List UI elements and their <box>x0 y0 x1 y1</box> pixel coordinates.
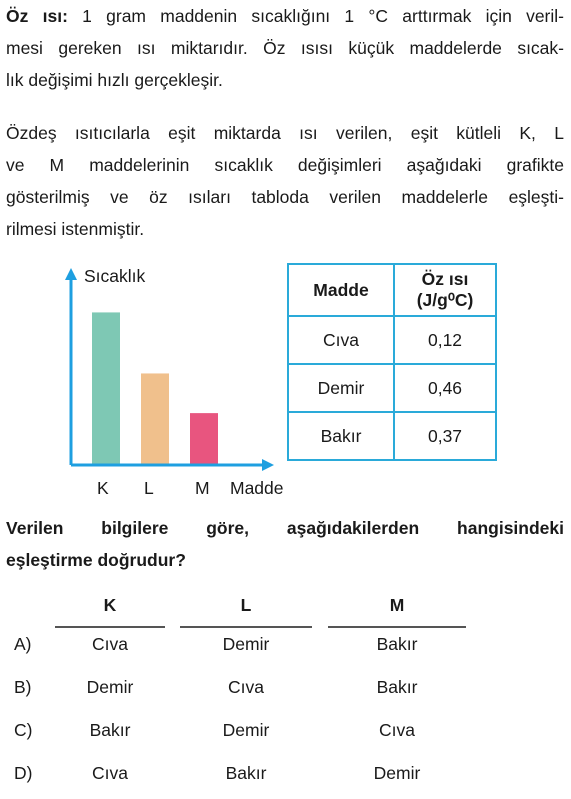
options-header-underline-l <box>180 626 312 628</box>
problem-line-3: gösterilmiş ve öz ısıları tabloda verilen maddelerle eşleşti- <box>6 187 564 207</box>
answer-option-d[interactable] <box>0 763 571 793</box>
definition-paragraph <box>6 0 564 96</box>
chart-x-tick-l: L <box>144 478 154 498</box>
chart-bar-l <box>141 373 169 465</box>
options-header-k: K <box>103 595 117 615</box>
table-header-substance: Madde <box>288 264 394 316</box>
question-line-1: Verilen bilgilere göre, aşağıdakilerden hangisindeki <box>6 518 564 538</box>
specific-heat-table <box>287 263 497 461</box>
question-text <box>6 512 564 576</box>
chart-bar-m <box>190 413 218 465</box>
chart-y-axis-arrow-icon <box>65 268 77 280</box>
chart-x-tick-k: K <box>97 478 109 498</box>
definition-line-1 <box>6 0 564 32</box>
option-letter: B) <box>14 677 32 697</box>
problem-line-4: rilmesi istenmiştir. <box>6 219 145 239</box>
table-header-row <box>288 264 496 316</box>
chart-x-axis-arrow-icon <box>262 459 274 471</box>
definition-text-1: 1 gram maddenin sıcaklığını 1 °C arttırmak için veril- <box>67 6 564 26</box>
option-l-value: Demir <box>222 634 270 654</box>
option-m-value: Demir <box>373 763 421 783</box>
table-header-specific-heat-title: Öz ısı <box>421 269 469 289</box>
option-l-value: Demir <box>222 720 270 740</box>
options-header-underline-k <box>55 626 165 628</box>
table-row <box>288 412 496 460</box>
table-header-specific-heat-unit: (J/g⁰C) <box>416 290 474 310</box>
options-header-m: M <box>389 595 405 615</box>
option-k-value: Bakır <box>89 720 131 740</box>
option-l-value: Bakır <box>225 763 267 783</box>
table-cell-substance: Cıva <box>288 316 394 364</box>
question-line-2: eşleştirme doğrudur? <box>6 550 186 570</box>
definition-line-3: lık değişimi hızlı gerçekleşir. <box>6 70 223 90</box>
options-header-underline-m <box>328 626 466 628</box>
chart-x-axis-label: Madde <box>230 478 284 498</box>
chart-canvas <box>60 258 310 503</box>
option-m-value: Bakır <box>376 677 418 697</box>
option-letter: D) <box>14 763 33 783</box>
problem-paragraph <box>6 117 564 245</box>
option-l-value: Cıva <box>228 677 264 697</box>
table-cell-value: 0,46 <box>394 364 496 412</box>
temperature-bar-chart <box>60 258 310 503</box>
table-cell-value: 0,12 <box>394 316 496 364</box>
option-letter: A) <box>14 634 32 654</box>
option-k-value: Cıva <box>92 763 128 783</box>
answer-option-b[interactable] <box>0 677 571 707</box>
problem-line-2: ve M maddelerinin sıcaklık değişimleri aşağıdaki grafikte <box>6 155 564 175</box>
table-header-specific-heat <box>394 264 496 316</box>
table-cell-value: 0,37 <box>394 412 496 460</box>
chart-x-tick-m: M <box>195 478 210 498</box>
chart-y-axis-label: Sıcaklık <box>84 266 146 286</box>
chart-bar-k <box>92 312 120 465</box>
table-cell-substance: Bakır <box>288 412 394 460</box>
option-letter: C) <box>14 720 33 740</box>
definition-line-2: mesi gereken ısı miktarıdır. Öz ısısı küçük maddelerde sıcak- <box>6 38 564 58</box>
answer-option-a[interactable] <box>0 634 571 664</box>
option-k-value: Demir <box>86 677 134 697</box>
option-k-value: Cıva <box>92 634 128 654</box>
table-row <box>288 316 496 364</box>
option-m-value: Bakır <box>376 634 418 654</box>
definition-term: Öz ısı: <box>6 6 68 26</box>
option-m-value: Cıva <box>379 720 415 740</box>
table-cell-substance: Demir <box>288 364 394 412</box>
problem-line-1: Özdeş ısıtıcılarla eşit miktarda ısı verilen, eşit kütleli K, L <box>6 123 564 143</box>
options-header-l: L <box>240 595 252 615</box>
answer-option-c[interactable] <box>0 720 571 750</box>
table-row <box>288 364 496 412</box>
